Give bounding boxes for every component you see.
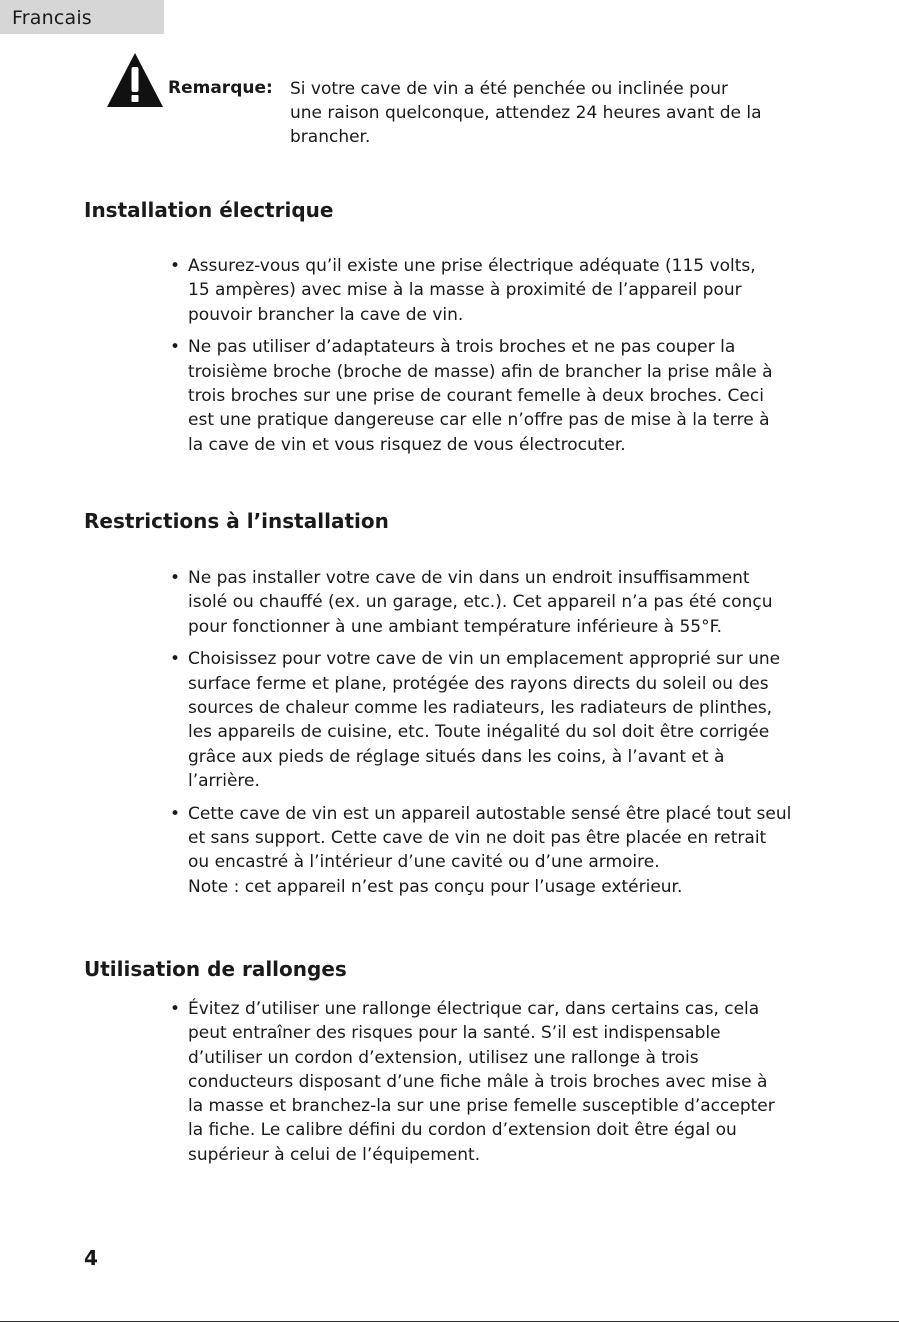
list-item-line: supérieur à celui de l’équipement. xyxy=(188,1144,481,1165)
list-item-line: surface ferme et plane, protégée des rayons directs du soleil ou des xyxy=(188,673,769,694)
bullet-icon: • xyxy=(170,568,181,588)
list-item-line: est une pratique dangereuse car elle n’offre pas de mise à la terre à xyxy=(188,410,770,431)
list-item-line: conducteurs disposant d’une fiche mâle à trois broches avec mise à xyxy=(188,1071,768,1092)
bullet-icon: • xyxy=(170,803,181,824)
list-item-line: les appareils de cuisine, etc. Toute inégalité du sol doit être corrigée xyxy=(188,722,770,743)
list-item-line: la cave de vin et vous risquez de vous électrocuter. xyxy=(188,434,626,455)
list-item-line: la fiche. Le calibre défini du cordon d’extension doit être égal ou xyxy=(188,1120,737,1141)
list-item-line: pouvoir brancher la cave de vin. xyxy=(188,304,464,325)
list-item-line: 15 ampères) avec mise à la masse à proximité de l’appareil pour xyxy=(188,280,742,301)
bullet-list-rallonges xyxy=(170,997,830,1176)
list-item-line: la masse et branchez-la sur une prise femelle susceptible d’accepter xyxy=(188,1096,775,1117)
list-item xyxy=(170,997,830,1167)
note-text xyxy=(290,77,850,149)
bullet-icon: • xyxy=(170,999,181,1019)
warning-triangle-icon xyxy=(106,52,164,108)
list-item-line: peut entraîner des risques pour la santé. S’il est indispensable xyxy=(188,1023,721,1044)
bullet-icon: • xyxy=(170,256,181,276)
list-item-line: d’utiliser un cordon d’extension, utilisez une rallonge à trois xyxy=(188,1047,699,1068)
bullet-list-restrictions xyxy=(170,566,830,907)
section-title-restrictions: Restrictions à l’installation xyxy=(84,509,389,533)
section-title-rallonges: Utilisation de rallonges xyxy=(84,957,347,981)
list-item-line: ou encastré à l’intérieur d’une cavité ou d’une armoire. xyxy=(188,852,660,873)
list-item-line: isolé ou chauffé (ex. un garage, etc.). Cet appareil n’a pas été conçu xyxy=(188,592,773,613)
list-item-line: sources de chaleur comme les radiateurs, les radiateurs de plinthes, xyxy=(188,697,773,718)
note-label: Remarque: xyxy=(168,78,273,98)
list-item-line: grâce aux pieds de réglage situés dans les coins, à l’avant et à xyxy=(188,746,725,767)
note-line: Si votre cave de vin a été penchée ou inclinée pour xyxy=(290,79,729,99)
language-tab: Francais xyxy=(0,0,164,34)
section-title-installation-electrique: Installation électrique xyxy=(84,198,334,222)
list-item-line: et sans support. Cette cave de vin ne doit pas être placée en retrait xyxy=(188,827,767,848)
list-item-line: Choisissez pour votre cave de vin un emplacement approprié sur une xyxy=(188,649,781,670)
list-item xyxy=(170,254,830,327)
list-item-line: Ne pas utiliser d’adaptateurs à trois broches et ne pas couper la xyxy=(188,337,736,358)
list-item-line: trois broches sur une prise de courant femelle à deux broches. Ceci xyxy=(188,385,764,406)
list-item-line: pour fonctionner à une ambiant température inférieure à 55°F. xyxy=(188,616,723,637)
list-item xyxy=(170,335,830,456)
bullet-list-installation-electrique xyxy=(170,254,830,465)
list-item xyxy=(170,647,830,793)
list-item xyxy=(170,802,830,899)
list-item-line: Assurez-vous qu’il existe une prise électrique adéquate (115 volts, xyxy=(188,256,756,276)
list-item-line: Évitez d’utiliser une rallonge électrique car, dans certains cas, cela xyxy=(188,999,760,1019)
page-number: 4 xyxy=(84,1246,98,1270)
footer-divider xyxy=(0,1321,899,1322)
list-item-line: Cette cave de vin est un appareil autostable sensé être placé tout seul xyxy=(188,803,792,824)
list-item-line: l’arrière. xyxy=(188,770,260,791)
list-item-line: Ne pas installer votre cave de vin dans un endroit insuffisamment xyxy=(188,568,750,588)
list-item xyxy=(170,566,830,639)
list-item-line: Note : cet appareil n’est pas conçu pour l’usage extérieur. xyxy=(188,876,683,897)
list-item-line: troisième broche (broche de masse) afin de brancher la prise mâle à xyxy=(188,361,773,382)
bullet-icon: • xyxy=(170,337,181,358)
bullet-icon: • xyxy=(170,649,181,670)
note-line: brancher. xyxy=(290,127,371,147)
note-line: une raison quelconque, attendez 24 heures avant de la xyxy=(290,103,762,123)
